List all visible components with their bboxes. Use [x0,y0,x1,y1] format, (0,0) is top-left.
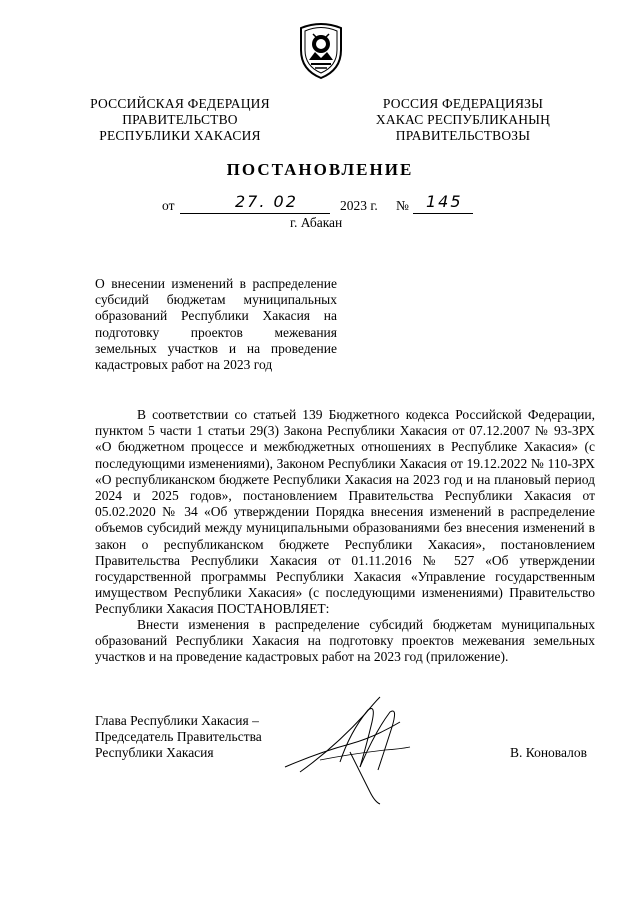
header-right-line-1: РОССИЯ ФЕДЕРАЦИЯЗЫ [382,96,544,111]
document-number: 145 [426,192,463,211]
signatory-title-line-2: Председатель Правительства [95,729,262,745]
header-right-block [360,96,566,144]
subject-text: О внесении изменений в распределение субсидий бюджетам муниципальных образований Республики Хакасия на подготовку проектов межевания земельных участков и на проведение кадастровых работ на 2023 год [95,276,337,373]
paragraph-1: В соответствии со статьей 139 Бюджетного кодекса Российской Федерации, пунктом 5 части 1 статьи 29(3) Закона Республики Хакасия от 07.12.2007 № 93-ЗРХ «О бюджетном процессе и межбюджетных отношениях в Республике Хакасия» (с последующими изменениями), Законом Республики Хакасия от 19.12.2022 № 110-ЗРХ «О республиканском бюджете Республики Хакасия на 2023 год и на плановый период 2024 и 2025 годов», постановлением Правительства Республики Хакасия от 05.02.2020 № 34 «Об утверждении Порядка внесения изменений в распределение объемов субсидий между муниципальными образованиями без внесения изменений в закон о республиканском бюджете Республики Хакасия», постановлением Правительства Республики Хакасия от 01.11.2016 № 527 «Об утверждении государственной программы Республики Хакасия «Управление государственным имуществом Республики Хакасия» (с последующими изменениями) Правительство Республики Хакасия ПОСТАНОВЛЯЕТ: [95,407,595,617]
header-left-line-1: РОССИЙСКАЯ ФЕДЕРАЦИЯ [90,96,270,111]
date-day-month: 27. 02 [235,192,298,211]
document-title: ПОСТАНОВЛЕНИЕ [226,160,414,179]
header-left-block [82,96,278,144]
date-underline [180,213,330,214]
date-year: 2023 г. [340,198,378,213]
header-left-line-3: РЕСПУБЛИКИ ХАКАСИЯ [99,128,261,143]
city: г. Абакан [290,215,343,230]
signatory-title-line-3: Республики Хакасия [95,745,214,761]
header-left-line-2: ПРАВИТЕЛЬСТВО [122,112,238,127]
signatory-title-line-1: Глава Республики Хакасия – [95,713,259,728]
header-right-line-2: ХАКАС РЕСПУБЛИКАНЫҢ [375,112,551,127]
header-right-line-3: ПРАВИТЕЛЬСТВОЗЫ [395,128,531,143]
number-label: № [396,198,409,213]
paragraph-2: Внести изменения в распределение субсидий бюджетам муниципальных образований Республики Хакасия на подготовку проектов межевания земельных участков и на проведение кадастровых работ на 2023 год (приложение). [95,617,595,665]
coat-of-arms-emblem [295,20,347,80]
signatory-title [95,713,262,762]
date-prefix: от [162,198,175,213]
signatory-name: В. Коновалов [510,745,587,760]
handwritten-signature [280,692,420,807]
number-underline [413,213,473,214]
